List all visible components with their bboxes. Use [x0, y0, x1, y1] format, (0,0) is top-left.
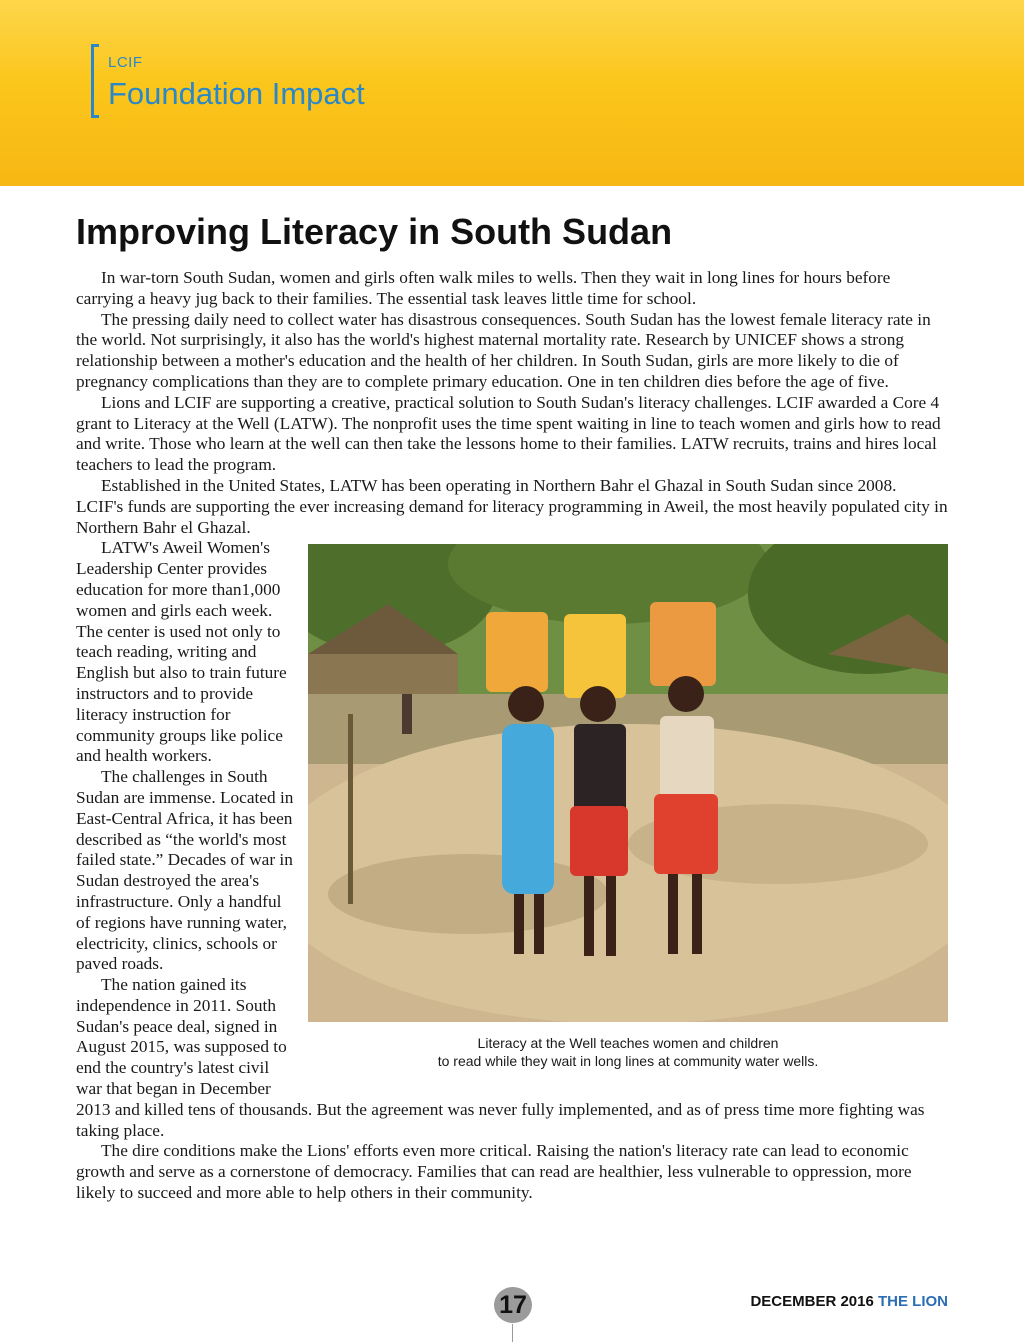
article-title: Improving Literacy in South Sudan [76, 211, 673, 252]
footer-date: DECEMBER 2016 [750, 1293, 874, 1310]
page-number: 17 [494, 1287, 532, 1323]
article-paragraph-7: The nation gained its independence in 2011. South Sudan's peace deal, signed in August 2015, was supposed to end the country's latest civil war that began in December 2013 and killed tens of thousands. But the agreement was never fully implemented, and as of press time more fighting was taking place. [76, 975, 925, 1140]
section-title: Foundation Impact [108, 76, 365, 111]
article-paragraph-5: LATW's Aweil Women's Leadership Center provides education for more than1,000 women and girls each week. The center is used not only to teach reading, writing and English but also to train future instructors and to provide literacy instruction for community groups like police and health workers. [76, 538, 287, 766]
article-body [76, 268, 948, 1204]
footer-magazine-name: THE LION [878, 1293, 948, 1310]
photo-caption-line-2: to read while they wait in long lines at community water wells. [437, 1053, 819, 1070]
article-paragraph-4: Established in the United States, LATW has been operating in Northern Bahr el Ghazal in South Sudan since 2008. LCIF's funds are supporting the ever increasing demand for literacy programming in Aweil, the most heavily populated city in Northern Bahr el Ghazal. [76, 475, 948, 537]
bracket-decoration [91, 44, 99, 118]
article-paragraph-2: The pressing daily need to collect water has disastrous consequences. South Sudan has the lowest female literacy rate in the world. Not surprisingly, it also has the world's highest maternal mortality rate. Research by UNICEF shows a strong relationship between a mother's education and the health of her children. In South Sudan, girls are more likely to die of pregnancy complications than they are to complete primary education. One in ten children dies before the age of five. [76, 309, 931, 391]
section-kicker: LCIF [108, 54, 143, 71]
article-paragraph-3: Lions and LCIF are supporting a creative, practical solution to South Sudan's literacy challenges. LCIF awarded a Core 4 grant to Literacy at the Well (LATW). The nonprofit uses the time spent waiting in line to teach women and girls how to read and write. Those who learn at the well can then take the lessons home to their families. LATW recruits, trains and hires local teachers to lead the program. [76, 392, 941, 475]
article-paragraph-6: The challenges in South Sudan are immense. Located in East-Central Africa, it has been described as “the world's most failed state.” Decades of war in Sudan destroyed the area's infrastructure. Only a handful of regions have running water, electricity, clinics, schools or paved roads. [76, 767, 294, 974]
page-number-rule [512, 1324, 513, 1342]
photo-caption [308, 1022, 948, 1086]
photo-block [308, 544, 948, 1086]
article-paragraph-1: In war-torn South Sudan, women and girls often walk miles to wells. Then they wait in long lines for hours before carrying a heavy jug back to their families. The essential task leaves little time for school. [76, 268, 891, 308]
footer [750, 1293, 948, 1310]
article-paragraph-8: The dire conditions make the Lions' efforts even more critical. Raising the nation's literacy rate can lead to economic growth and serve as a cornerstone of democracy. Families that can read are healthier, less vulnerable to oppression, more likely to succeed and more able to help others in their community. [76, 1141, 912, 1203]
photo-caption-line-1: Literacy at the Well teaches women and children [477, 1035, 779, 1052]
photo-girls-carrying-water [308, 544, 948, 1022]
